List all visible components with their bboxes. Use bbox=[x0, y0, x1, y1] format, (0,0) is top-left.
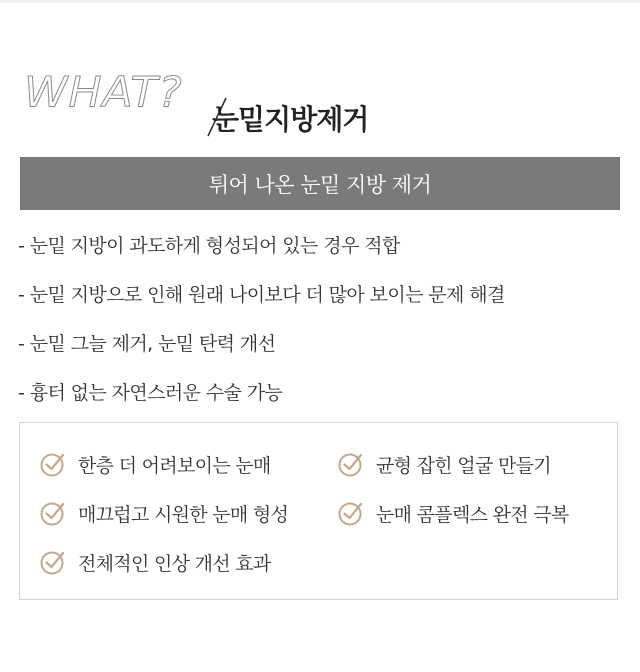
benefit-label: 한층 더 어려보이는 눈매 bbox=[78, 454, 271, 477]
benefit-item bbox=[40, 497, 288, 529]
what-label: WHAT? bbox=[24, 68, 183, 117]
description-item: - 흉터 없는 자연스러운 수술 가능 bbox=[18, 382, 283, 404]
circle-check-icon bbox=[40, 451, 66, 477]
description-list bbox=[18, 226, 618, 422]
benefit-item bbox=[338, 497, 569, 529]
description-item: - 눈밑 지방이 과도하게 형성되어 있는 경우 적합 bbox=[18, 235, 400, 257]
benefit-label: 눈매 콤플렉스 완전 극복 bbox=[376, 503, 569, 526]
section-heading bbox=[24, 68, 624, 140]
benefit-item bbox=[338, 448, 551, 480]
benefits-box bbox=[19, 422, 618, 600]
description-item: - 눈밑 지방으로 인해 원래 나이보다 더 많아 보이는 문제 해결 bbox=[18, 284, 505, 306]
banner-text: 튀어 나온 눈밑 지방 제거 bbox=[208, 172, 432, 197]
page-title: 눈밑지방제거 bbox=[212, 103, 369, 136]
circle-check-icon bbox=[40, 549, 66, 575]
benefit-item bbox=[40, 546, 271, 578]
benefit-label: 전체적인 인상 개선 효과 bbox=[78, 552, 271, 575]
circle-check-icon bbox=[40, 500, 66, 526]
top-divider bbox=[0, 0, 640, 3]
benefit-label: 균형 잡힌 얼굴 만들기 bbox=[376, 454, 551, 477]
circle-check-icon bbox=[338, 451, 364, 477]
description-item: - 눈밑 그늘 제거, 눈밑 탄력 개선 bbox=[18, 333, 276, 355]
subtitle-banner bbox=[20, 157, 620, 210]
circle-check-icon bbox=[338, 500, 364, 526]
benefit-item bbox=[40, 448, 271, 480]
benefit-label: 매끄럽고 시원한 눈매 형성 bbox=[78, 503, 289, 526]
